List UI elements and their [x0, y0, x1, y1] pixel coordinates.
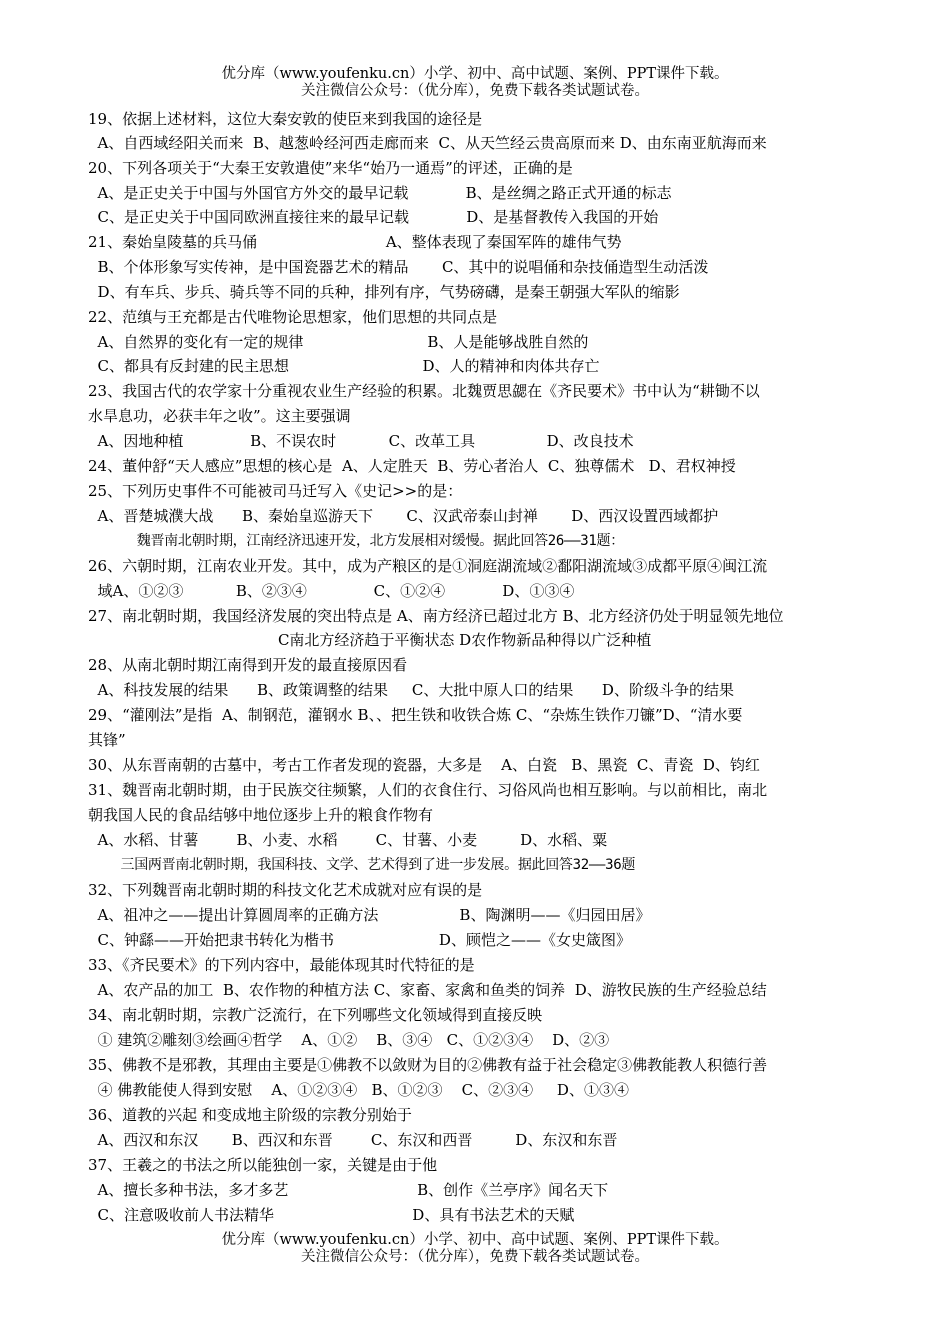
question-37: 37、王羲之的书法之所以能独创一家，关键是由于他	[88, 1156, 438, 1174]
question-25-options: A、晋楚城濮大战 B、秦始皇巡游天下 C、汉武帝泰山封禅 D、西汉设置西域都护	[88, 507, 719, 525]
question-28-options: A、科技发展的结果 B、政策调整的结果 C、大批中原人口的结果 D、阶级斗争的结果	[88, 681, 734, 699]
question-21-option-d: D、有车兵、步兵、骑兵等不同的兵种，排列有序，气势磅礴，是秦王朝强大军队的缩影	[88, 283, 680, 301]
question-37-options-ab: A、擅长多种书法，多才多艺 B、创作《兰亭序》闻名天下	[88, 1181, 609, 1199]
question-30: 30、从东晋南朝的古墓中，考古工作者发现的瓷器，大多是 A、白瓷 B、黑瓷 C、青瓷 D、钧红	[88, 756, 760, 774]
footer-line-2: 关注微信公众号：（优分库），免费下载各类试题试卷。	[301, 1249, 649, 1265]
header-line-1: 优分库（www.youfenku.cn）小学、初中、高中试题、案例、PPT课件下载。	[221, 66, 729, 82]
question-33: 33、《齐民要术》的下列内容中，最能体现其时代特征的是	[88, 956, 475, 974]
question-22-options-ab: A、自然界的变化有一定的规律 B、人是能够战胜自然的	[88, 333, 589, 351]
question-28: 28、从南北朝时期江南得到开发的最直接原因看	[88, 656, 408, 674]
question-37-options-cd: C、注意吸收前人书法精华 D、具有书法艺术的天赋	[88, 1206, 575, 1224]
question-29-cont: 其锋”	[88, 731, 126, 749]
question-19: 19、依据上述材料，这位大秦安敦的使臣来到我国的途径是	[88, 110, 483, 128]
question-26-options: 域A、①②③ B、②③④ C、①②④ D、①③④	[88, 582, 575, 600]
question-31: 31、魏晋南北朝时期，由于民族交往频繁，人们的衣食住行、习俗风尚也相互影响。与以前相比，南北	[88, 781, 768, 799]
question-36: 36、道教的兴起 和变成地主阶级的宗教分别始于	[88, 1106, 412, 1124]
question-33-options: A、农产品的加工 B、农作物的种植方法 C、家畜、家禽和鱼类的饲养 D、游牧民族的生产经验总结	[88, 981, 767, 999]
question-31-options: A、水稻、甘薯 B、小麦、水稻 C、甘薯、小麦 D、水稻、粟	[88, 831, 608, 849]
question-19-options: A、自西域经阳关而来 B、越葱岭经河西走廊而来 C、从天竺经云贵高原而来 D、由东南亚航海而来	[88, 134, 767, 152]
question-20-options-cd: C、是正史关于中国同欧洲直接往来的最早记载 D、是基督教传入我国的开始	[88, 208, 659, 226]
question-21-options-bc: B、个体形象写实传神，是中国瓷器艺术的精品 C、其中的说唱俑和杂技俑造型生动活泼	[88, 258, 709, 276]
question-27-options-cd: C南北方经济趋于平衡状态 D农作物新品种得以广泛种植	[30, 631, 652, 649]
question-34: 34、南北朝时期，宗教广泛流行，在下列哪些文化领域得到直接反映	[88, 1006, 543, 1024]
section-note-26-31: 魏晋南北朝时期，江南经济迅速开发，北方发展相对缓慢。据此回答26——31题：	[88, 533, 624, 549]
question-21: 21、秦始皇陵墓的兵马俑 A、整体表现了秦国军阵的雄伟气势	[88, 233, 622, 251]
question-23-options: A、因地种植 B、不误农时 C、改革工具 D、改良技术	[88, 432, 634, 450]
question-29: 29、“灌刚法”是指 A、制钢范，灌钢水 B、、把生铁和收铁合炼 C、“杂炼生铁作刀镰”D、“清水要	[88, 706, 743, 724]
question-23: 23、我国古代的农学家十分重视农业生产经验的积累。北魏贾思勰在《齐民要术》书中认为“耕锄不以	[88, 382, 760, 400]
question-31-cont: 朝我国人民的食品结够中地位逐步上升的粮食作物有	[88, 806, 434, 824]
question-32: 32、下列魏晋南北朝时期的科技文化艺术成就对应有误的是	[88, 881, 483, 899]
question-32-options-ab: A、祖冲之——提出计算圆周率的正确方法 B、陶渊明——《归园田居》	[88, 906, 651, 924]
question-27: 27、南北朝时期，我国经济发展的突出特点是 A、南方经济已超过北方 B、北方经济仍处于明显领先地位	[88, 607, 784, 625]
section-note-32-36: 三国两晋南北朝时期，我国科技、文学、艺术得到了进一步发展。据此回答32——36题	[88, 857, 636, 873]
question-32-options-cd: C、钟繇——开始把隶书转化为楷书 D、顾恺之——《女史箴图》	[88, 931, 631, 949]
page-header	[0, 66, 950, 100]
header-line-2: 关注微信公众号：（优分库），免费下载各类试题试卷。	[301, 83, 649, 99]
question-22: 22、范缜与王充都是古代唯物论思想家，他们思想的共同点是	[88, 308, 498, 326]
question-25: 25、下列历史事件不可能被司马迁写入《史记>>的是：	[88, 482, 463, 500]
question-24: 24、董仲舒“天人感应”思想的核心是 A、人定胜天 B、劳心者治人 C、独尊儒术 D、君权神授	[88, 457, 736, 475]
question-26: 26、六朝时期，江南农业开发。其中，成为产粮区的是①洞庭湖流域②鄱阳湖流域③成都平原④闽江流	[88, 557, 768, 575]
question-34-options: ① 建筑②雕刻③绘画④哲学 A、①② B、③④ C、①②③④ D、②③	[88, 1031, 610, 1049]
question-22-options-cd: C、都具有反封建的民主思想 D、人的精神和肉体共存亡	[88, 357, 600, 375]
question-20: 20、下列各项关于“大秦王安敦遣使”来华“始乃一通焉”的评述，正确的是	[88, 159, 573, 177]
question-35: 35、佛教不是邪教，其理由主要是①佛教不以敛财为目的②佛教有益于社会稳定③佛教能教人积德行善	[88, 1056, 768, 1074]
question-35-options: ④ 佛教能使人得到安慰 A、①②③④ B、①②③ C、②③④ D、①③④	[88, 1081, 629, 1099]
question-20-options-ab: A、是正史关于中国与外国官方外交的最早记载 B、是丝绸之路正式开通的标志	[88, 184, 672, 202]
question-36-options: A、西汉和东汉 B、西汉和东晋 C、东汉和西晋 D、东汉和东晋	[88, 1131, 618, 1149]
question-23-cont: 水旱息功，必获丰年之收”。这主要强调	[88, 407, 351, 425]
footer-line-1: 优分库（www.youfenku.cn）小学、初中、高中试题、案例、PPT课件下载。	[221, 1232, 729, 1248]
page-footer	[0, 1232, 950, 1266]
